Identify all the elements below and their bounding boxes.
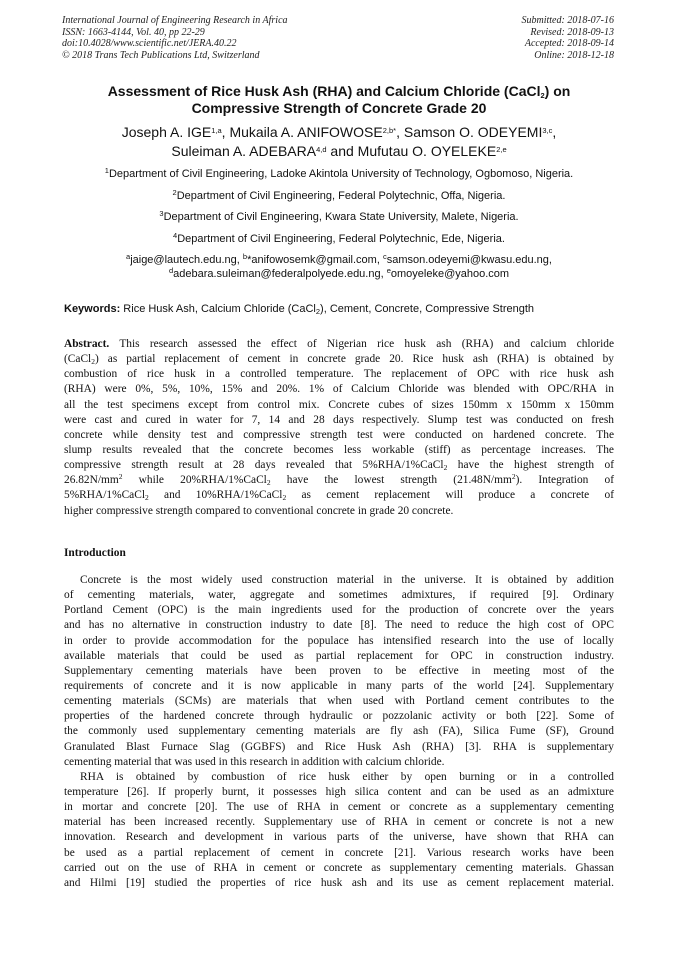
author-line-1: Joseph A. IGE$^{1,a}$, Mukaila A. $ANIFOWOSE^{2,b*}$, Samson O. ODEYEMI$^{3,c}$, (121, 124, 557, 140)
body-line: of cementing materials, water, aggregate and sometimes admixtures, if required [9]. Ordinary (64, 589, 614, 602)
paper-title (40, 83, 638, 117)
abstract-line: (CaCl$_2$) as partial replacement of cement in concrete grade 20. Rice husk ash (RHA) is obtained by (64, 353, 614, 367)
journal-info (62, 15, 288, 61)
body-line: Granulated Blast Furnace Slag (GGBFS) and Rice Husk Ash (RHA) [3]. RHA is supplementary (64, 740, 614, 753)
abstract-line: slump results revealed that the concrete becomes less workable (stiff) as percentage increases. The (64, 443, 614, 456)
journal-issn: ISSN: 1663-4144, Vol. 40, pp 22-29 (62, 26, 205, 38)
body-line: in mortar and concrete [20]. The use of RHA in cement or concrete as a supplementary cementing (64, 801, 614, 814)
abstract-label: Abstract. (64, 338, 110, 350)
section-heading-introduction: Introduction (64, 547, 126, 559)
affiliation-item: $^2$Department of Civil Engineering, Federal Polytechnic, Offa, Nigeria. (172, 187, 506, 202)
date-revised: Revised: 2018-09-13 (530, 26, 614, 38)
body-line: Portland Cement (OPC) is the main ingredients used for the production of concrete over the years (64, 604, 614, 617)
publication-dates (522, 15, 615, 61)
date-online: Online: 2018-12-18 (534, 49, 614, 61)
body-line: cementing materials (SCMs) are materials that when used with Portland cement contributes to the (64, 695, 614, 708)
email-line-1: $^a$jaige@lautech.edu.ng, $^b$*anifowosemk@gmail.com, $^c$samson.odeyemi@kwasu.edu.ng, (126, 252, 552, 266)
body-line: carried out on the use of RHA in cement or concrete as supplementary cementing materials. Ghassan (64, 861, 614, 874)
author-emails (40, 253, 638, 281)
title-line-1: Assessment of Rice Husk Ash (RHA) and Calcium Chloride (CaCl$_2$) on (107, 83, 571, 100)
abstract-line: $26.82N/mm^2$ while 20%RHA/1%CaCl$_2$ have the lowest strength $(21.48N/mm^2)$. Integration of (64, 472, 614, 488)
abstract-line: Abstract. This research assessed the effect of Nigerian rice husk ash (RHA) and calcium chloride (64, 338, 614, 350)
keywords: Keywords: Rice Husk Ash, Calcium Chloride (CaCl$_2$), Cement, Concrete, Compressive Strength (64, 303, 535, 316)
body-line: material has been increased recently. Supplementary use of RHA in cement or concrete is not a new (64, 816, 614, 829)
abstract-line: higher compressive strength compared to conventional concrete in grade 20 concrete. (64, 504, 454, 517)
body-line: and has no alternative in construction industry to date [8]. The need to reduce the high cost of OPC (64, 619, 614, 632)
body-line: properties of the hardened concrete through hydraulic or pozzolanic activity or both [22]. Some of (64, 710, 614, 723)
abstract-line: concrete while density test and compressive strength test were conducted on hardened concrete. The (64, 428, 614, 441)
abstract-line: all the test specimens except from control mix. Concrete cubes of sizes 150mm x 150mm x 150mm (64, 398, 614, 411)
body-line: temperature [26]. If properly burnt, it possesses high silica content and can be used as an admixture (64, 785, 614, 798)
introduction-body (64, 573, 614, 891)
abstract-line: 5%RHA/1%CaCl$_2$ and 10%RHA/1%CaCl$_2$ as cement replacement will produce a concrete of (64, 489, 614, 503)
body-line: available materials that could be used as partial replacement for OPC in construction industry. (64, 649, 614, 662)
body-line: cementing material that was used in this research in addition with calcium chloride. (64, 755, 445, 768)
journal-name: International Journal of Engineering Research in Africa (62, 15, 288, 26)
date-submitted: Submitted: 2018-07-16 (521, 15, 614, 26)
body-line: be used as a partial replacement of cement in concrete [21]. Various research works have been (64, 846, 614, 859)
abstract-line: (RHA) were 0%, 5%, 10%, 15% and 20%. 1% of Calcium Chloride was blended with OPC/RHA in (64, 383, 614, 396)
abstract (64, 337, 614, 519)
affiliations (40, 167, 638, 253)
abstract-line: were cast and cured in water for 7, 14 and 28 days respectively. Slump test was conducted on fresh (64, 413, 614, 426)
body-line: RHA is obtained by combustion of rice husk either by open burning or in a controlled (80, 770, 614, 783)
journal-doi: doi:10.4028/www.scientific.net/JERA.40.22 (62, 38, 237, 49)
abstract-line: combustion of rice husk in a controlled temperature. The replacement of OPC with rice husk ash (64, 368, 614, 381)
abstract-line: compressive strength result at 28 days revealed that 5%RHA/1%CaCl$_2$ have the highest strength of (64, 459, 614, 473)
journal-copyright: © 2018 Trans Tech Publications Ltd, Switzerland (62, 49, 260, 61)
body-line: and Hilmi [19] studied the properties of rice husk ash and its use as cement replacement material. (64, 876, 614, 889)
title-line-2: Compressive Strength of Concrete Grade 20 (191, 100, 487, 116)
email-line-2: $^d$adebara.suleiman@federalpolyede.edu.ng, $^e$omoyeleke@yahoo.com (168, 266, 510, 280)
affiliation-item: $^3$Department of Civil Engineering, Kwara State University, Malete, Nigeria. (159, 209, 519, 224)
author-line-2: Suleiman A. ADEBARA$^{4,d}$ and Mufutau O. OYELEKE$^{2,e}$ (171, 143, 507, 159)
author-list (40, 123, 638, 161)
keywords-label: Keywords: (64, 303, 121, 315)
body-line: Concrete is the most widely used construction material in the universe. It is obtained by addition (80, 574, 614, 586)
body-line: requirements of concrete and it is now applicable in many parts of the world [24]. Supplementary (64, 679, 614, 692)
affiliation-item: $^4$Department of Civil Engineering, Federal Polytechnic, Ede, Nigeria. (173, 230, 505, 245)
body-line: innovation. Research and development in various parts of the universe, have shown that RHA can (64, 831, 614, 844)
body-line: the commonly used supplementary cementing materials are fly ash (FA), Silica Fume (SF), Ground (64, 725, 614, 738)
body-line: in order to provide accommodation for the populace has intensified research into the use of locally (64, 634, 614, 647)
affiliation-item: $^1$Department of Civil Engineering, Ladoke Akintola University of Technology, Ogbomoso, Nigeria. (104, 166, 574, 180)
date-accepted: Accepted: 2018-09-14 (524, 38, 614, 49)
body-line: Supplementary cementing materials have been proven to be effective in meeting most of the (64, 664, 614, 677)
